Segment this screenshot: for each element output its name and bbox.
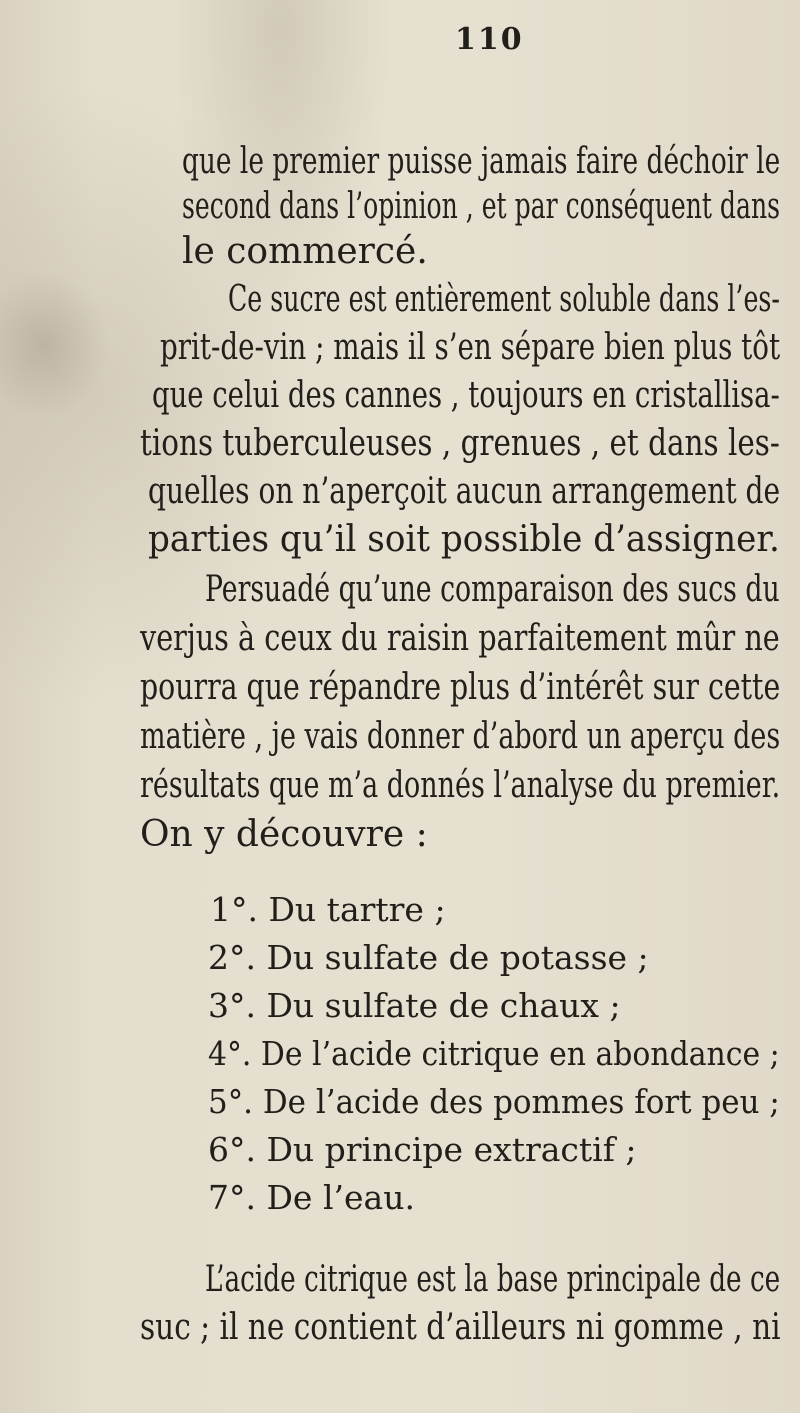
text-line: L’acide citrique est la base principale de ce <box>205 1259 781 1300</box>
page-stain <box>0 270 110 420</box>
text-line: matière , je vais donner d’abord un aperçu des <box>140 716 781 757</box>
text-line: le commercé. <box>182 231 428 272</box>
list-item: 5°. De l’acide des pommes fort peu ; <box>208 1082 780 1121</box>
list-item: 6°. Du principe extractif ; <box>208 1130 637 1169</box>
text-line: résultats que m’a donnés l’analyse du premier. <box>140 765 781 806</box>
text-line: que le premier puisse jamais faire déchoir le <box>182 141 781 182</box>
list-item: 1°. Du tartre ; <box>210 890 446 929</box>
text-line: tions tuberculeuses , grenues , et dans les- <box>140 423 780 464</box>
text-line: Persuadé qu’une comparaison des sucs du <box>205 569 780 610</box>
list-item: 3°. Du sulfate de chaux ; <box>208 986 621 1025</box>
text-line: suc ; il ne contient d’ailleurs ni gomme , ni <box>140 1307 781 1348</box>
list-item: 4°. De l’acide citrique en abondance ; <box>208 1034 780 1073</box>
text-line: Ce sucre est entièrement soluble dans l’es- <box>228 279 780 320</box>
list-item: 7°. De l’eau. <box>208 1178 415 1217</box>
text-line: On y découvre : <box>140 814 428 855</box>
list-item: 2°. Du sulfate de potasse ; <box>208 938 649 977</box>
page-number: 110 <box>455 22 524 57</box>
text-line: second dans l’opinion , et par conséquent dans <box>182 186 780 227</box>
text-line: parties qu’il soit possible d’assigner. <box>148 519 780 560</box>
text-line: pourra que répandre plus d’intérêt sur cette <box>140 667 781 708</box>
text-line: verjus à ceux du raisin parfaitement mûr ne <box>140 618 780 659</box>
text-line: prit-de-vin ; mais il s’en sépare bien plus tôt <box>160 327 781 368</box>
text-line: quelles on n’aperçoit aucun arrangement de <box>148 471 781 512</box>
text-line: que celui des cannes , toujours en cristallisa- <box>152 375 780 416</box>
